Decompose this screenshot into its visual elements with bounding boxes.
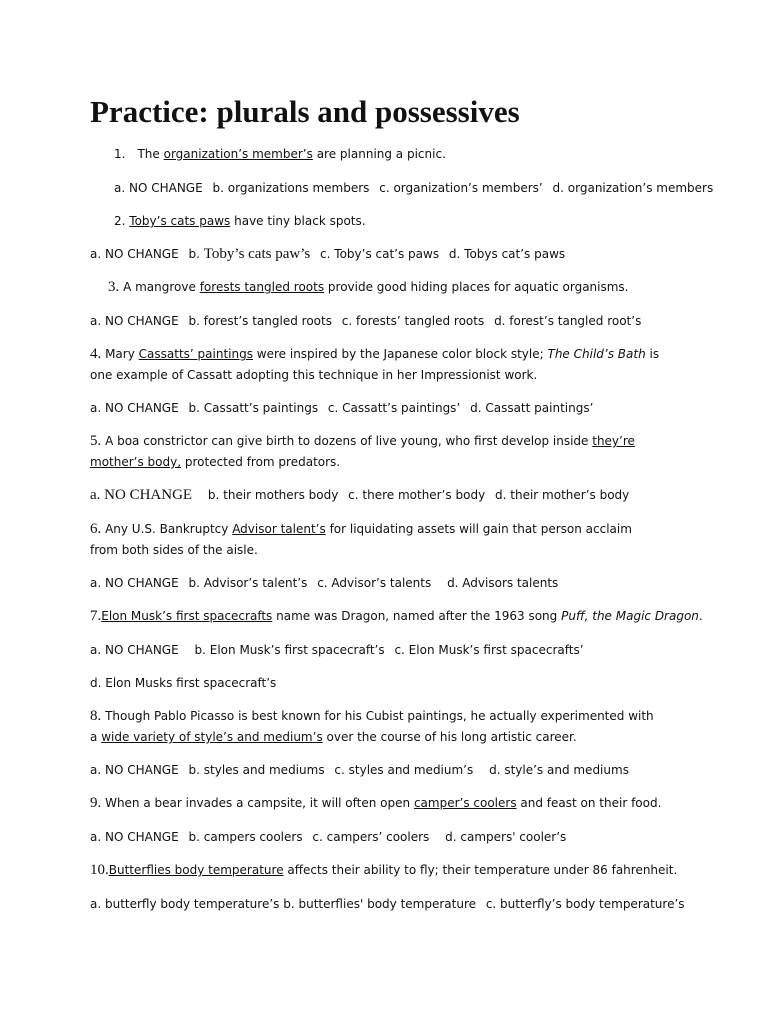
italic-title: The Child’s Bath bbox=[547, 347, 646, 361]
option-d: d. style’s and mediums bbox=[489, 763, 629, 777]
option-a: a. NO CHANGE bbox=[90, 576, 179, 590]
question-text: protected from predators. bbox=[184, 455, 341, 469]
answers-4 bbox=[90, 398, 593, 419]
question-7 bbox=[90, 606, 703, 627]
option-c: c. Toby’s cat’s paws bbox=[320, 247, 440, 261]
question-1 bbox=[114, 144, 446, 165]
question-text: for liquidating assets will gain that person acclaim from both sides of the aisle. bbox=[90, 522, 632, 557]
option-b: b. Cassatt’s paintings bbox=[188, 401, 319, 415]
answers-3 bbox=[90, 311, 641, 332]
question-2 bbox=[114, 211, 366, 232]
option-a: a. NO CHANGE bbox=[90, 763, 179, 777]
underlined-phrase: organization’s member’s bbox=[163, 147, 313, 161]
underlined-phrase: Butterflies body temperature bbox=[108, 863, 284, 877]
question-5 bbox=[90, 431, 660, 473]
answers-6 bbox=[90, 573, 558, 594]
option-a: a. NO CHANGE bbox=[90, 643, 179, 657]
question-number: 8. bbox=[90, 708, 102, 724]
question-number: 10. bbox=[90, 862, 109, 878]
option-d: d. organization’s members bbox=[552, 181, 714, 195]
answers-7 bbox=[90, 640, 584, 661]
question-text: Mary bbox=[105, 347, 135, 361]
question-4 bbox=[90, 344, 670, 386]
question-number: 9. bbox=[90, 795, 102, 811]
option-c: c. styles and medium’s bbox=[334, 763, 474, 777]
question-text: is one example of Cassatt adopting this technique in her Impressionist work. bbox=[90, 347, 660, 382]
question-text: affects their ability to fly; their temperature under 86 fahrenheit. bbox=[287, 863, 678, 877]
option-c: c. forests’ tangled roots bbox=[341, 314, 485, 328]
question-text: A mangrove bbox=[123, 280, 196, 294]
option-b: b. butterflies' body temperature bbox=[283, 897, 476, 911]
option-a: a. NO CHANGE bbox=[90, 487, 193, 503]
option-b: b. their mothers body bbox=[207, 488, 339, 502]
option-c: c. campers’ coolers bbox=[312, 830, 430, 844]
question-8 bbox=[90, 706, 660, 748]
option-d: d. Tobys cat’s paws bbox=[448, 247, 566, 261]
answers-1 bbox=[114, 178, 713, 199]
option-c: c. Elon Musk’s first spacecrafts’ bbox=[394, 643, 584, 657]
underlined-phrase: Advisor talent’s bbox=[232, 522, 326, 536]
option-a: a. NO CHANGE bbox=[90, 247, 179, 261]
option-b: b. Advisor’s talent’s bbox=[188, 576, 308, 590]
question-number: 6. bbox=[90, 521, 102, 537]
question-3 bbox=[108, 277, 629, 298]
question-text: name was Dragon, named after the 1963 song bbox=[276, 609, 558, 623]
question-text: provide good hiding places for aquatic organisms. bbox=[327, 280, 629, 294]
question-number: 3. bbox=[108, 279, 120, 295]
option-d: d. Advisors talents bbox=[447, 576, 559, 590]
underlined-phrase: camper’s coolers bbox=[413, 796, 517, 810]
underlined-phrase: Elon Musk’s first spacecrafts bbox=[101, 609, 273, 623]
question-text: When a bear invades a campsite, it will often open bbox=[105, 796, 411, 810]
answers-7-cont bbox=[90, 673, 276, 694]
question-text: over the course of his long artistic career. bbox=[326, 730, 577, 744]
option-b-letter: b. bbox=[188, 247, 200, 261]
option-d: d. their mother’s body bbox=[495, 488, 630, 502]
underlined-phrase: wide variety of style’s and medium’s bbox=[101, 730, 323, 744]
option-c: c. butterfly’s body temperature’s bbox=[485, 897, 685, 911]
question-text: Though Pablo Picasso is best known for his Cubist paintings, he actually experimented with a bbox=[90, 709, 654, 744]
question-6 bbox=[90, 519, 660, 561]
question-text: have tiny black spots. bbox=[234, 214, 366, 228]
option-b: b. styles and mediums bbox=[188, 763, 325, 777]
italic-title: Puff, the Magic Dragon bbox=[561, 609, 699, 623]
answers-10 bbox=[90, 894, 685, 915]
question-text: Any U.S. Bankruptcy bbox=[105, 522, 229, 536]
answers-9 bbox=[90, 827, 566, 848]
underlined-phrase: they’re mother’s body, bbox=[90, 434, 635, 469]
question-text: The bbox=[137, 147, 160, 161]
option-d: d. forest’s tangled root’s bbox=[494, 314, 642, 328]
option-c: c. there mother’s body bbox=[348, 488, 486, 502]
question-10 bbox=[90, 860, 677, 881]
question-text: . bbox=[698, 609, 703, 623]
question-number: 2. bbox=[114, 214, 126, 228]
question-number: 7. bbox=[90, 608, 102, 624]
question-number: 1. bbox=[114, 147, 126, 161]
option-b: b. organizations members bbox=[212, 181, 370, 195]
question-text: are planning a picnic. bbox=[316, 147, 446, 161]
underlined-phrase: Cassatts’ paintings bbox=[138, 347, 253, 361]
underlined-phrase: Toby’s cats paws bbox=[129, 214, 231, 228]
page-title: Practice: plurals and possessives bbox=[90, 94, 520, 129]
option-a: a. butterfly body temperature’s bbox=[90, 897, 280, 911]
question-text: A boa constrictor can give birth to dozens of live young, who first develop inside bbox=[105, 434, 589, 448]
question-number: 5. bbox=[90, 433, 102, 449]
option-c: c. organization’s members’ bbox=[379, 181, 543, 195]
option-b: Toby’s cats paw’s bbox=[203, 246, 311, 262]
option-b: b. forest’s tangled roots bbox=[188, 314, 332, 328]
option-c: c. Advisor’s talents bbox=[317, 576, 432, 590]
option-d: d. Elon Musks first spacecraft’s bbox=[90, 676, 277, 690]
underlined-phrase: forests tangled roots bbox=[199, 280, 325, 294]
answers-8 bbox=[90, 760, 629, 781]
option-a: a. NO CHANGE bbox=[90, 830, 179, 844]
answers-2 bbox=[90, 244, 565, 265]
option-a: a. NO CHANGE bbox=[90, 401, 179, 415]
option-b: b. campers coolers bbox=[188, 830, 303, 844]
question-9 bbox=[90, 793, 661, 814]
option-c: c. Cassatt’s paintings’ bbox=[327, 401, 461, 415]
option-a: a. NO CHANGE bbox=[90, 314, 179, 328]
answers-5 bbox=[90, 485, 629, 506]
question-text: and feast on their food. bbox=[520, 796, 662, 810]
option-b: b. Elon Musk’s first spacecraft’s bbox=[194, 643, 385, 657]
question-text: were inspired by the Japanese color block style; bbox=[256, 347, 544, 361]
question-number: 4. bbox=[90, 346, 102, 362]
option-d: d. campers' cooler’s bbox=[445, 830, 567, 844]
option-d: d. Cassatt paintings’ bbox=[470, 401, 594, 415]
option-a: a. NO CHANGE bbox=[114, 181, 203, 195]
